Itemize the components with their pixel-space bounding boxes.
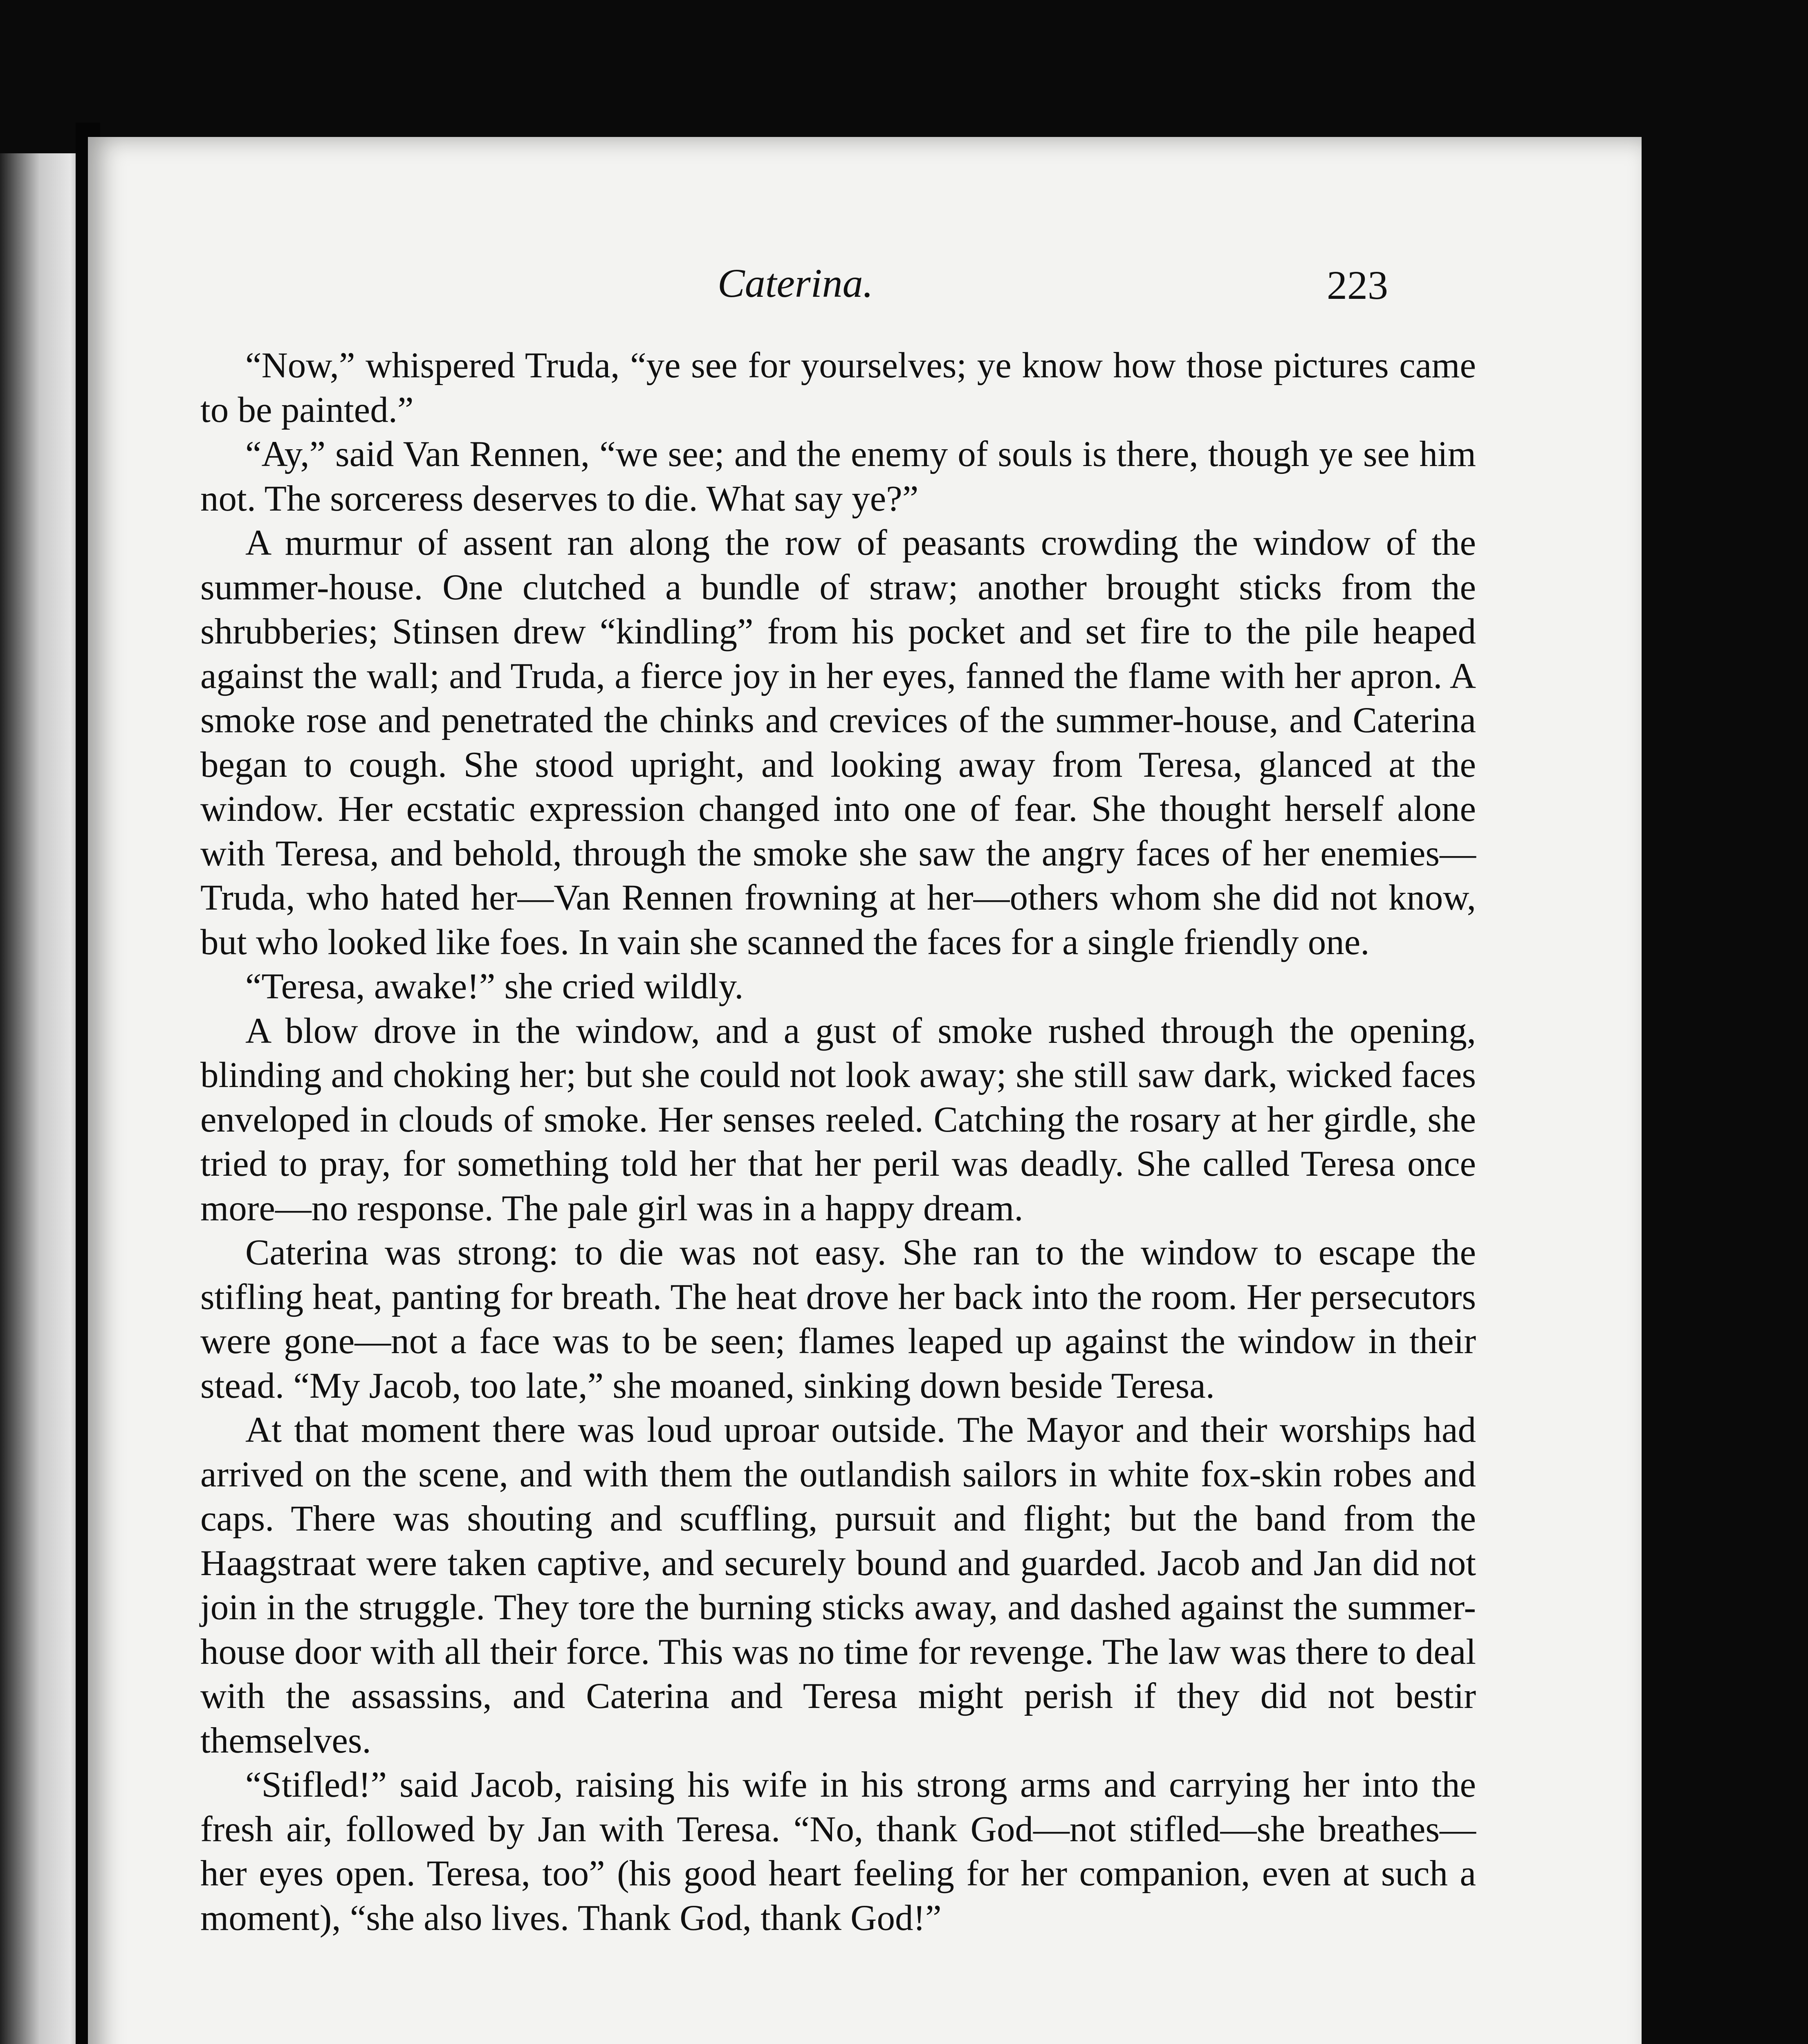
paragraph-7: At that moment there was loud uproar outside. The Mayor and their worships had arrived on the scene, and with them the outlandish sailors in white fox-skin robes and caps. There was shouting and scuffling, pursuit and flight; but the band from the Haagstraat were taken captive, and securely bound and guarded. Jacob and Jan did not join in the struggle. They tore the burning sticks away, and dashed against the summer-house door with all their force. This was no time for revenge. The law was there to deal with the assassins, and Caterina and Teresa might perish if they did not bestir themselves. [200, 1410, 1476, 1761]
paragraph-3: A murmur of assent ran along the row of peasants crowding the window of the summer-house. One clutched a bundle of straw; another brought sticks from the shrubberies; Stinsen drew “kindling” from his pocket and set fire to the pile heaped against the wall; and Truda, a fierce joy in her eyes, fanned the flame with her apron. A smoke rose and penetrated the chinks and crevices of the summer-house, and Caterina began to cough. She stood upright, and looking away from Teresa, glanced at the window. Her ecstatic expression changed into one of fear. She thought herself alone with Teresa, and behold, through the smoke she saw the angry faces of her enemies—Truda, who hated her—Van Rennen frowning at her—others whom she did not know, but who looked like foes. In vain she scanned the faces for a single friendly one. [200, 523, 1476, 962]
book-page [88, 137, 1642, 2044]
paragraph-1: “Now,” whispered Truda, “ye see for yourselves; ye know how those pictures came to be painted.” [200, 345, 1476, 430]
page-number: 223 [1327, 262, 1388, 308]
page-header [88, 260, 1642, 325]
body-text [200, 343, 1476, 1940]
paragraph-4: “Teresa, awake!” she cried wildly. [245, 966, 744, 1006]
paragraph-5: A blow drove in the window, and a gust of smoke rushed through the opening, blinding and choking her; but she could not look away; she still saw dark, wicked faces enveloped in clouds of smoke. Her senses reeled. Catching the rosary at her girdle, she tried to pray, for something told her that her peril was deadly. She called Teresa once more—no response. The pale girl was in a happy dream. [200, 1011, 1476, 1228]
paragraph-2: “Ay,” said Van Rennen, “we see; and the enemy of souls is there, though ye see him not. The sorceress deserves to die. What say ye?” [200, 434, 1476, 519]
paragraph-6: Caterina was strong: to die was not easy. She ran to the window to escape the stifling heat, panting for breath. The heat drove her back into the room. Her persecutors were gone—not a face was to be seen; flames leaped up against the window in their stead. “My Jacob, too late,” she moaned, sinking down beside Teresa. [200, 1233, 1476, 1406]
left-page-edge [0, 153, 88, 2044]
paragraph-8: “Stifled!” said Jacob, raising his wife in his strong arms and carrying her into the fresh air, followed by Jan with Teresa. “No, thank God—not stifled—she breathes—her eyes open. Teresa, too” (his good heart feeling for her companion, even at such a moment), “she also lives. Thank God, thank God!” [200, 1765, 1476, 1938]
running-head: Caterina. [718, 260, 873, 306]
